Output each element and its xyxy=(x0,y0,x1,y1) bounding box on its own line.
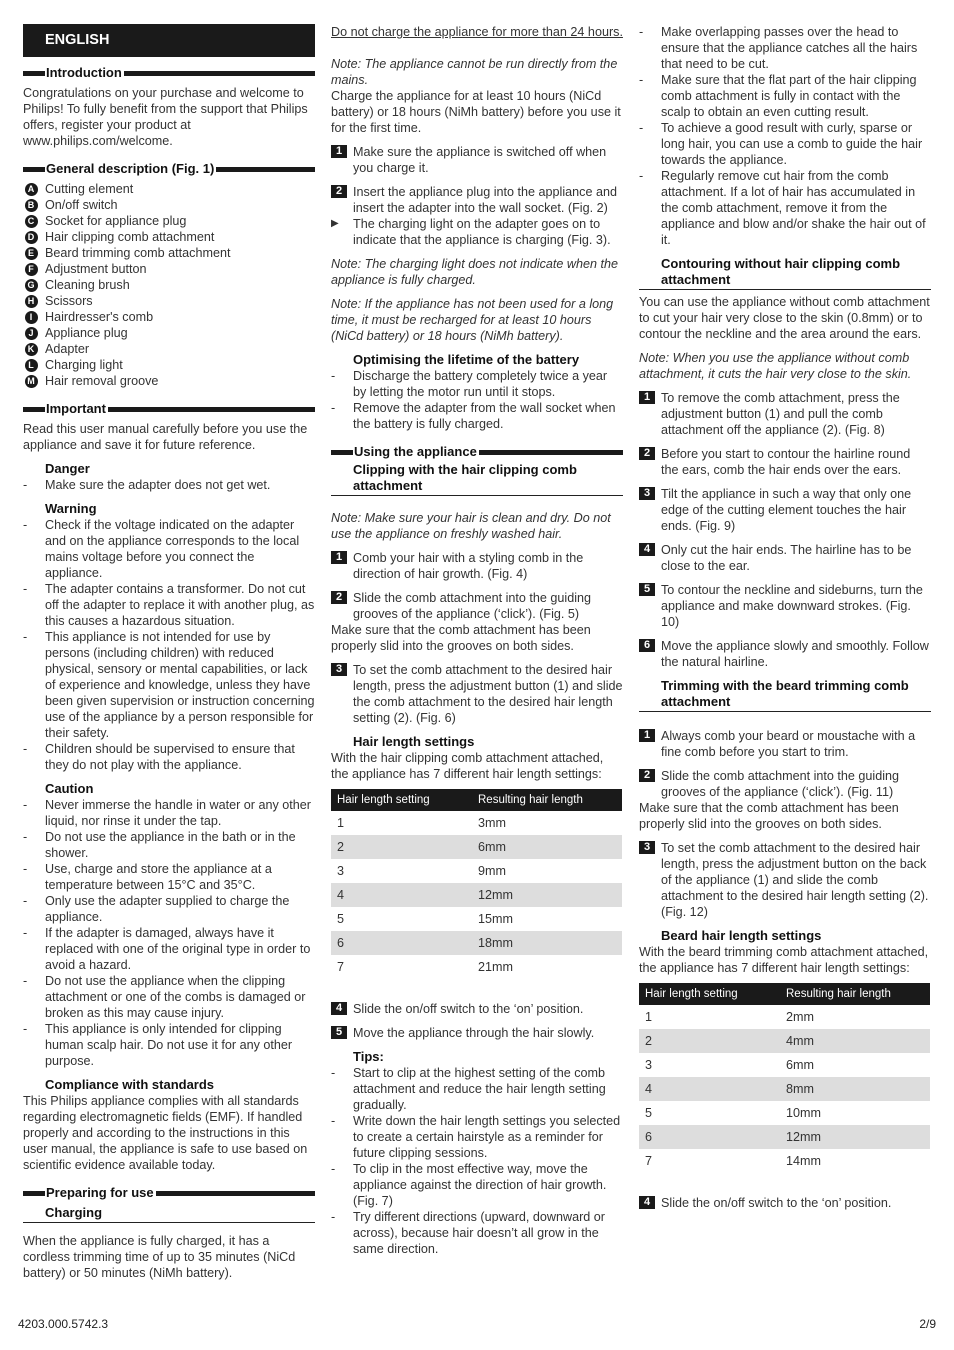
beard-step-4: 4 Slide the on/off switch to the ‘on’ position. xyxy=(639,1195,931,1211)
parts-list-item: L Charging light xyxy=(23,357,315,373)
note-no-comb: Note: When you use the appliance without comb attachment, it cuts the hair very close to the skin. xyxy=(639,351,912,381)
parts-list xyxy=(23,181,315,389)
tip-item: - Make overlapping passes over the head to ensure that the appliance catches all the hairs that need to be cut. xyxy=(639,25,918,71)
hair-length-text: With the hair clipping comb attachment attached, the appliance has 7 different hair length settings: xyxy=(331,751,604,781)
clipping-heading: Clipping with the hair clipping comb attachment xyxy=(331,462,623,496)
warning-item: - This appliance is not intended for use by persons (including children) with reduced physical, sensory or mental capabilities, or lack of experience and knowledge, unless they have been given supervision or instruction concerning use of the appliance by a person responsible for their safety. xyxy=(23,630,315,740)
table-row: 2 4mm xyxy=(639,1029,930,1053)
note-charging-light: Note: The charging light does not indicate when the appliance is fully charged. xyxy=(331,257,619,287)
compliance-text: This Philips appliance complies with all standards regarding electromagnetic fields (EMF). If handled properly and according to the instructions in this user manual, the appliance is safe to use based on scientific evidence available today. xyxy=(23,1094,308,1172)
caution-item: - If the adapter is damaged, always have it replaced with one of the original type in order to avoid a hazard. xyxy=(23,926,311,972)
section-heading-using: Using the appliance xyxy=(331,444,623,460)
caution-heading: Caution xyxy=(45,781,94,796)
charge-step-2: 2 Insert the appliance plug into the appliance and insert the adapter into the wall socket. (Fig. 2) xyxy=(331,184,623,216)
table-row: 2 6mm xyxy=(331,835,622,859)
section-heading-general-description: General description (Fig. 1) xyxy=(23,161,315,177)
tip-item: - To achieve a good result with curly, sparse or long hair, you can use a comb to guide the hair towards the appliance. xyxy=(639,121,923,167)
clip-step-5: 5 Move the appliance through the hair slowly. xyxy=(331,1025,623,1041)
beard-step-1: 1 Always comb your beard or moustache with a fine comb before you start to trim. xyxy=(639,728,931,760)
parts-list-item: F Adjustment button xyxy=(23,261,315,277)
caution-item: - Do not use the appliance in the bath or in the shower. xyxy=(23,830,296,860)
parts-list-item: E Beard trimming comb attachment xyxy=(23,245,315,261)
language-header: ENGLISH xyxy=(23,24,315,57)
beard-length-text: With the beard trimming comb attachment attached, the appliance has 7 different hair length settings: xyxy=(639,945,929,975)
clip-step-1: 1 Comb your hair with a styling comb in the direction of hair growth. (Fig. 4) xyxy=(331,550,623,582)
caution-item: - Do not use the appliance when the clipping attachment or one of the combs is damaged or broken as this may cause injury. xyxy=(23,974,306,1020)
charge-step-1: 1 Make sure the appliance is switched off when you charge it. xyxy=(331,144,623,176)
tip-item: - Try different directions (upward, downward or across), because hair doesn’t all grow in the same direction. xyxy=(331,1210,605,1256)
table-row: 5 10mm xyxy=(645,1106,821,1120)
table-row: 5 15mm xyxy=(337,912,513,926)
section-heading-preparing: Preparing for use xyxy=(23,1185,315,1201)
column-3 xyxy=(639,24,931,1211)
table-row: 1 3mm xyxy=(337,816,506,830)
beard-step-2: 2 Slide the comb attachment into the guiding grooves of the appliance (‘click’). (Fig. 11) xyxy=(639,768,931,800)
table-row: 3 9mm xyxy=(337,864,506,878)
charge-text: Charge the appliance for at least 10 hours (NiCd battery) or 18 hours (NiMh battery) before you use it for the first time. xyxy=(331,89,621,135)
contour-step-3: 3 Tilt the appliance in such a way that only one edge of the cutting element touches the hair ends. (Fig. 9) xyxy=(639,486,931,534)
tip-item: - Make sure that the flat part of the hair clipping comb attachment is fully in contact with the scalp to obtain an even cutting result. xyxy=(639,73,917,119)
parts-list-item: C Socket for appliance plug xyxy=(23,213,315,229)
parts-list-item: A Cutting element xyxy=(23,181,315,197)
hair-length-heading: Hair length settings xyxy=(353,734,475,749)
beard-length-heading: Beard hair length settings xyxy=(661,928,822,943)
document-number: 4203.000.5742.3 xyxy=(18,1317,109,1331)
parts-list-item: G Cleaning brush xyxy=(23,277,315,293)
note-mains: Note: The appliance cannot be run directly from the mains. xyxy=(331,57,618,87)
note-recharge: Note: If the appliance has not been used for a long time, it must be recharged for at least 10 hours (NiCd battery) or 18 hours (NiMh battery). xyxy=(331,297,614,343)
parts-list-item: J Appliance plug xyxy=(23,325,315,341)
table-row: 4 12mm xyxy=(331,883,622,907)
section-heading-introduction: Introduction xyxy=(23,65,315,81)
table-header-row: Hair length setting Resulting hair length xyxy=(639,983,930,1005)
tips-heading: Tips: xyxy=(353,1049,384,1064)
column-1 xyxy=(23,24,315,1281)
battery-heading: Optimising the lifetime of the battery xyxy=(353,352,580,367)
caution-item: - Only use the adapter supplied to charge the appliance. xyxy=(23,894,290,924)
warning-item: - Check if the voltage indicated on the adapter and on the appliance corresponds to the local mains voltage before you connect the appliance. xyxy=(23,518,300,580)
parts-list-item: H Scissors xyxy=(23,293,315,309)
table-row: 1 2mm xyxy=(645,1010,814,1024)
column-2 xyxy=(331,24,623,1257)
clip-step-2-note: Make sure that the comb attachment has been properly slid into the grooves on both sides. xyxy=(331,623,591,653)
parts-list-item: I Hairdresser's comb xyxy=(23,309,315,325)
battery-item: - Discharge the battery completely twice a year by letting the motor run until it stops. xyxy=(331,369,608,399)
tip-item: - Start to clip at the highest setting of the comb attachment and reduce the hair length setting gradually. xyxy=(331,1066,606,1112)
contour-step-6: 6 Move the appliance slowly and smoothly. Follow the natural hairline. xyxy=(639,638,931,670)
arrow-icon: ▶ xyxy=(331,218,339,229)
tip-item: - Write down the hair length settings you selected to create a certain hairstyle as a reminder for future clipping sessions. xyxy=(331,1114,621,1160)
clip-step-4: 4 Slide the on/off switch to the ‘on’ position. xyxy=(331,1001,623,1017)
charge-result: ▶ The charging light on the adapter goes on to indicate that the appliance is charging (Fig. 3). xyxy=(331,217,611,247)
intro-text: Congratulations on your purchase and welcome to Philips! To fully benefit from the support that Philips offers, register your product at www.philips.com/welcome. xyxy=(23,86,308,148)
caution-item: - Use, charge and store the appliance at a temperature between 15°C and 35°C. xyxy=(23,862,272,892)
contouring-text: You can use the appliance without comb attachment to cut your hair very close to the skin (0.8mm) or to contour the neckline and the area around the ears. xyxy=(639,295,930,341)
hair-length-table xyxy=(331,789,622,979)
beard-heading: Trimming with the beard trimming comb attachment xyxy=(639,678,931,712)
note-clean-hair: Note: Make sure your hair is clean and dry. Do not use the appliance on freshly washed hair. xyxy=(331,511,611,541)
table-row: 6 12mm xyxy=(639,1125,930,1149)
table-row: 4 8mm xyxy=(639,1077,930,1101)
parts-list-item: D Hair clipping comb attachment xyxy=(23,229,315,245)
contouring-heading: Contouring without hair clipping comb attachment xyxy=(639,256,931,290)
important-text: Read this user manual carefully before you use the appliance and save it for future reference. xyxy=(23,422,308,452)
warning-item: - The adapter contains a transformer. Do not cut off the adapter to replace it with another plug, as this causes a hazardous situation. xyxy=(23,582,315,628)
contour-step-1: 1 To remove the comb attachment, press the adjustment button (1) and pull the comb attachment off the appliance (2). (Fig. 8) xyxy=(639,390,931,438)
caution-item: - This appliance is only intended for clipping human scalp hair. Do not use it for any other purpose. xyxy=(23,1022,293,1068)
contour-step-2: 2 Before you start to contour the hairline round the ears, comb the hair ends over the ears. xyxy=(639,446,931,478)
table-row: 7 14mm xyxy=(645,1154,821,1168)
table-row: 7 21mm xyxy=(337,960,513,974)
warning-heading: Warning xyxy=(45,501,97,516)
beard-step-3: 3 To set the comb attachment to the desired hair length, press the adjustment button on the back of the appliance (1) and slide the comb attachment to the desired hair length setting (2). (Fig. 12) xyxy=(639,840,931,920)
page-number: 2/9 xyxy=(919,1317,936,1331)
charging-text: When the appliance is fully charged, it has a cordless trimming time of up to 35 minutes (NiCd battery) or 50 minutes (NiMh battery). xyxy=(23,1234,296,1280)
caution-item: - Never immerse the handle in water or any other liquid, nor rinse it under the tap. xyxy=(23,798,311,828)
tip-item: - To clip in the most effective way, move the appliance against the direction of hair growth. (Fig. 7) xyxy=(331,1162,607,1208)
battery-item: - Remove the adapter from the wall socket when the battery is fully charged. xyxy=(331,401,616,431)
contour-step-5: 5 To contour the neckline and sideburns, turn the appliance and make downward strokes. (Fig. 10) xyxy=(639,582,931,630)
table-header-row: Hair length setting Resulting hair length xyxy=(331,789,622,811)
parts-list-item: K Adapter xyxy=(23,341,315,357)
table-row: 6 18mm xyxy=(331,931,622,955)
clip-step-3: 3 To set the comb attachment to the desired hair length, press the adjustment button (1) and slide the comb attachment to the desired hair length setting (2). (Fig. 6) xyxy=(331,662,623,726)
clip-step-2: 2 Slide the comb attachment into the guiding grooves of the appliance (‘click’). (Fig. 5) xyxy=(331,590,623,622)
parts-list-item: B On/off switch xyxy=(23,197,315,213)
warning-item: - Children should be supervised to ensure that they do not play with the appliance. xyxy=(23,742,295,772)
compliance-heading: Compliance with standards xyxy=(45,1077,215,1092)
beard-step-2-note: Make sure that the comb attachment has been properly slid into the grooves on both sides. xyxy=(639,801,899,831)
tip-item: - Regularly remove cut hair from the comb attachment. If a lot of hair has accumulated in the comb attachment, remove it from the appliance and blow and/or shake the hair out of it. xyxy=(639,169,926,247)
table-row: 3 6mm xyxy=(645,1058,814,1072)
charge-warning: Do not charge the appliance for more than 24 hours. xyxy=(331,25,623,39)
danger-heading: Danger xyxy=(45,461,90,476)
parts-list-item: M Hair removal groove xyxy=(23,373,315,389)
charging-heading: Charging xyxy=(23,1205,315,1223)
section-heading-important: Important xyxy=(23,401,315,417)
contour-step-4: 4 Only cut the hair ends. The hairline has to be close to the ear. xyxy=(639,542,931,574)
beard-length-table xyxy=(639,983,930,1173)
danger-item: - Make sure the adapter does not get wet. xyxy=(23,478,271,492)
